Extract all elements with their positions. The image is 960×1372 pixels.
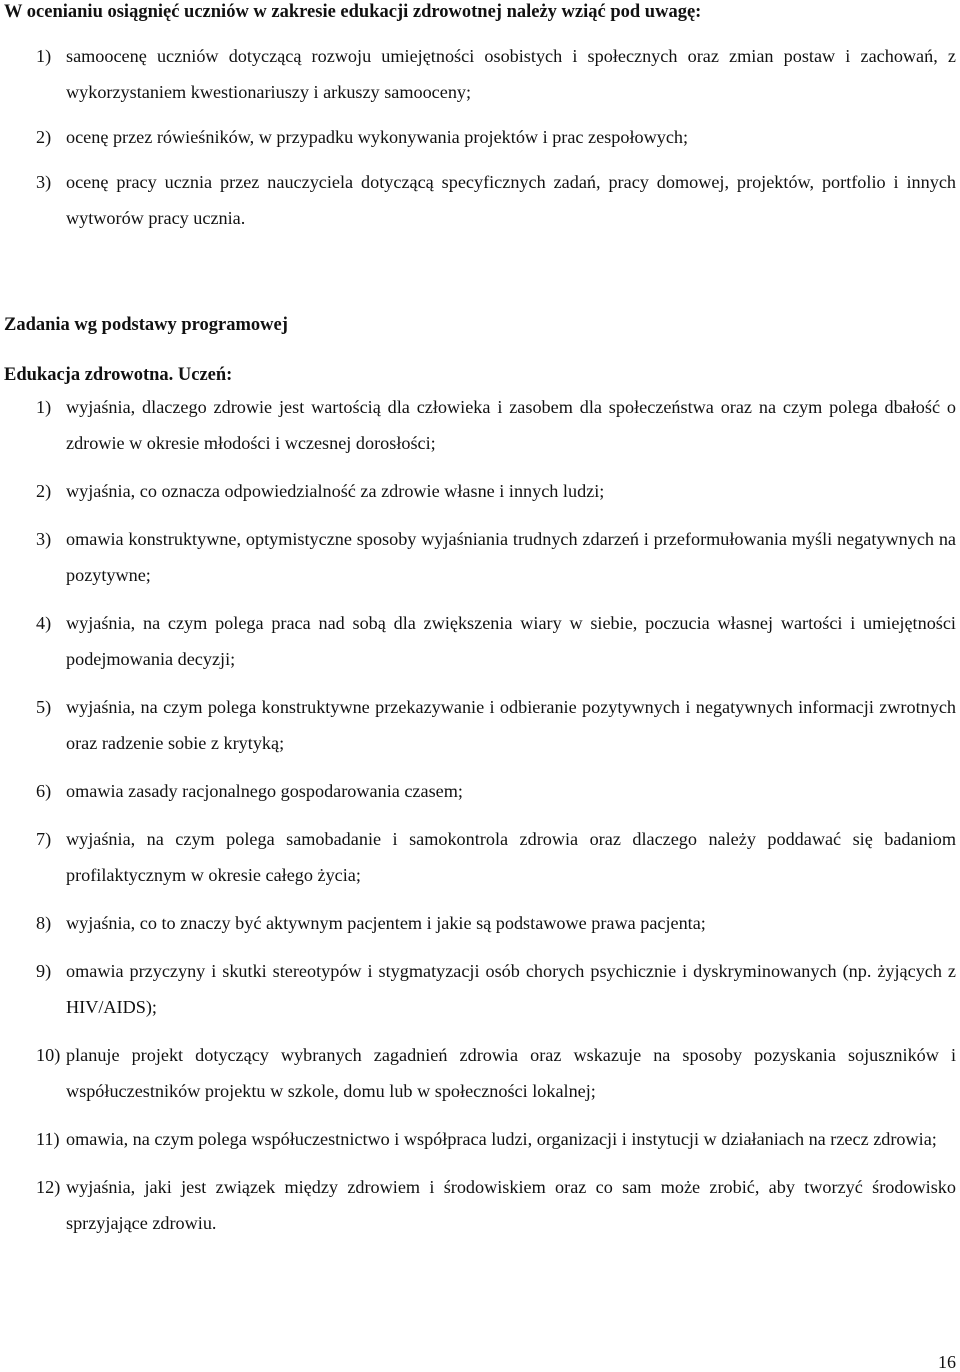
list-item-text: wyjaśnia, na czym polega konstruktywne przekazywanie i odbieranie pozytywnych i negatywnych informacji zwrotnych oraz radzenie sobie z krytyką; xyxy=(66,697,956,753)
list-item xyxy=(0,1037,960,1109)
list-item-text: ocenę przez rówieśników, w przypadku wykonywania projektów i prac zespołowych; xyxy=(66,127,689,147)
list-item-number: 11) xyxy=(36,1129,60,1149)
list-item-text: wyjaśnia, na czym polega samobadanie i samokontrola zdrowia oraz dlaczego należy poddawać się badaniom profilaktycznym w okresie całego życia; xyxy=(66,829,956,885)
list-item-number: 8) xyxy=(36,913,52,933)
list-item-text: samoocenę uczniów dotyczącą rozwoju umiejętności osobistych i społecznych oraz zmian postaw i zachowań, z wykorzystaniem kwestionariuszy i arkuszy samooceny; xyxy=(66,46,956,102)
list-item-number: 2) xyxy=(36,481,52,501)
list-item xyxy=(0,605,960,677)
list-item-number: 10) xyxy=(36,1045,61,1065)
list-item-text: omawia zasady racjonalnego gospodarowania czasem; xyxy=(66,781,463,801)
section-subheading: Edukacja zdrowotna. Uczeń: xyxy=(4,365,233,385)
assessment-list xyxy=(0,38,960,245)
list-item xyxy=(0,953,960,1025)
list-item xyxy=(0,905,960,941)
list-item-text: wyjaśnia, na czym polega praca nad sobą dla zwiększenia wiary w siebie, poczucia własnej wartości i umiejętności podejmowania decyzji; xyxy=(66,613,956,669)
list-item-number: 5) xyxy=(36,697,52,717)
list-item xyxy=(0,473,960,509)
list-item xyxy=(0,389,960,461)
list-item-number: 1) xyxy=(36,46,52,66)
list-item-text: planuje projekt dotyczący wybranych zagadnień zdrowia oraz wskazuje na sposoby pozyskania sojuszników i współuczestników projektu w szkole, domu lub w społeczności lokalnej; xyxy=(66,1045,956,1101)
list-item-text: wyjaśnia, co oznacza odpowiedzialność za zdrowie własne i innych ludzi; xyxy=(66,481,605,501)
list-item-text: wyjaśnia, co to znaczy być aktywnym pacjentem i jakie są podstawowe prawa pacjenta; xyxy=(66,913,706,933)
list-item-text: omawia przyczyny i skutki stereotypów i stygmatyzacji osób chorych psychicznie i dyskryminowanych (np. żyjących z HIV/AIDS); xyxy=(66,961,956,1017)
list-item-text: omawia, na czym polega współuczestnictwo i współpraca ludzi, organizacji i instytucji w działaniach na rzecz zdrowia; xyxy=(66,1129,937,1149)
list-item xyxy=(0,119,960,155)
list-item-number: 6) xyxy=(36,781,52,801)
list-item-number: 2) xyxy=(36,127,52,147)
list-item-text: omawia konstruktywne, optymistyczne sposoby wyjaśniania trudnych zdarzeń i przeformułowania myśli negatywnych na pozytywne; xyxy=(66,529,956,585)
intro-heading: W ocenianiu osiągnięć uczniów w zakresie edukacji zdrowotnej należy wziąć pod uwagę: xyxy=(4,2,702,22)
list-item-number: 4) xyxy=(36,613,52,633)
list-item-number: 3) xyxy=(36,529,52,549)
list-item xyxy=(0,521,960,593)
list-item xyxy=(0,689,960,761)
list-item-number: 1) xyxy=(36,397,52,417)
list-item xyxy=(0,821,960,893)
list-item-text: wyjaśnia, jaki jest związek między zdrowiem i środowiskiem oraz co sam może zrobić, aby tworzyć środowisko sprzyjające zdrowiu. xyxy=(66,1177,956,1233)
list-item-number: 7) xyxy=(36,829,52,849)
section-heading: Zadania wg podstawy programowej xyxy=(4,315,288,335)
list-item xyxy=(0,38,960,110)
list-item xyxy=(0,773,960,809)
list-item xyxy=(0,164,960,236)
list-item xyxy=(0,1121,960,1157)
tasks-list xyxy=(0,389,960,1253)
list-item-number: 12) xyxy=(36,1177,61,1197)
list-item-number: 3) xyxy=(36,172,52,192)
list-item-number: 9) xyxy=(36,961,52,981)
list-item-text: wyjaśnia, dlaczego zdrowie jest wartością dla człowieka i zasobem dla społeczeństwa oraz na czym polega dbałość o zdrowie w okresie młodości i wczesnej dorosłości; xyxy=(66,397,956,453)
list-item-text: ocenę pracy ucznia przez nauczyciela dotyczącą specyficznych zadań, pracy domowej, projektów, portfolio i innych wytworów pracy ucznia. xyxy=(66,172,956,228)
list-item xyxy=(0,1169,960,1241)
page-number: 16 xyxy=(938,1352,956,1372)
